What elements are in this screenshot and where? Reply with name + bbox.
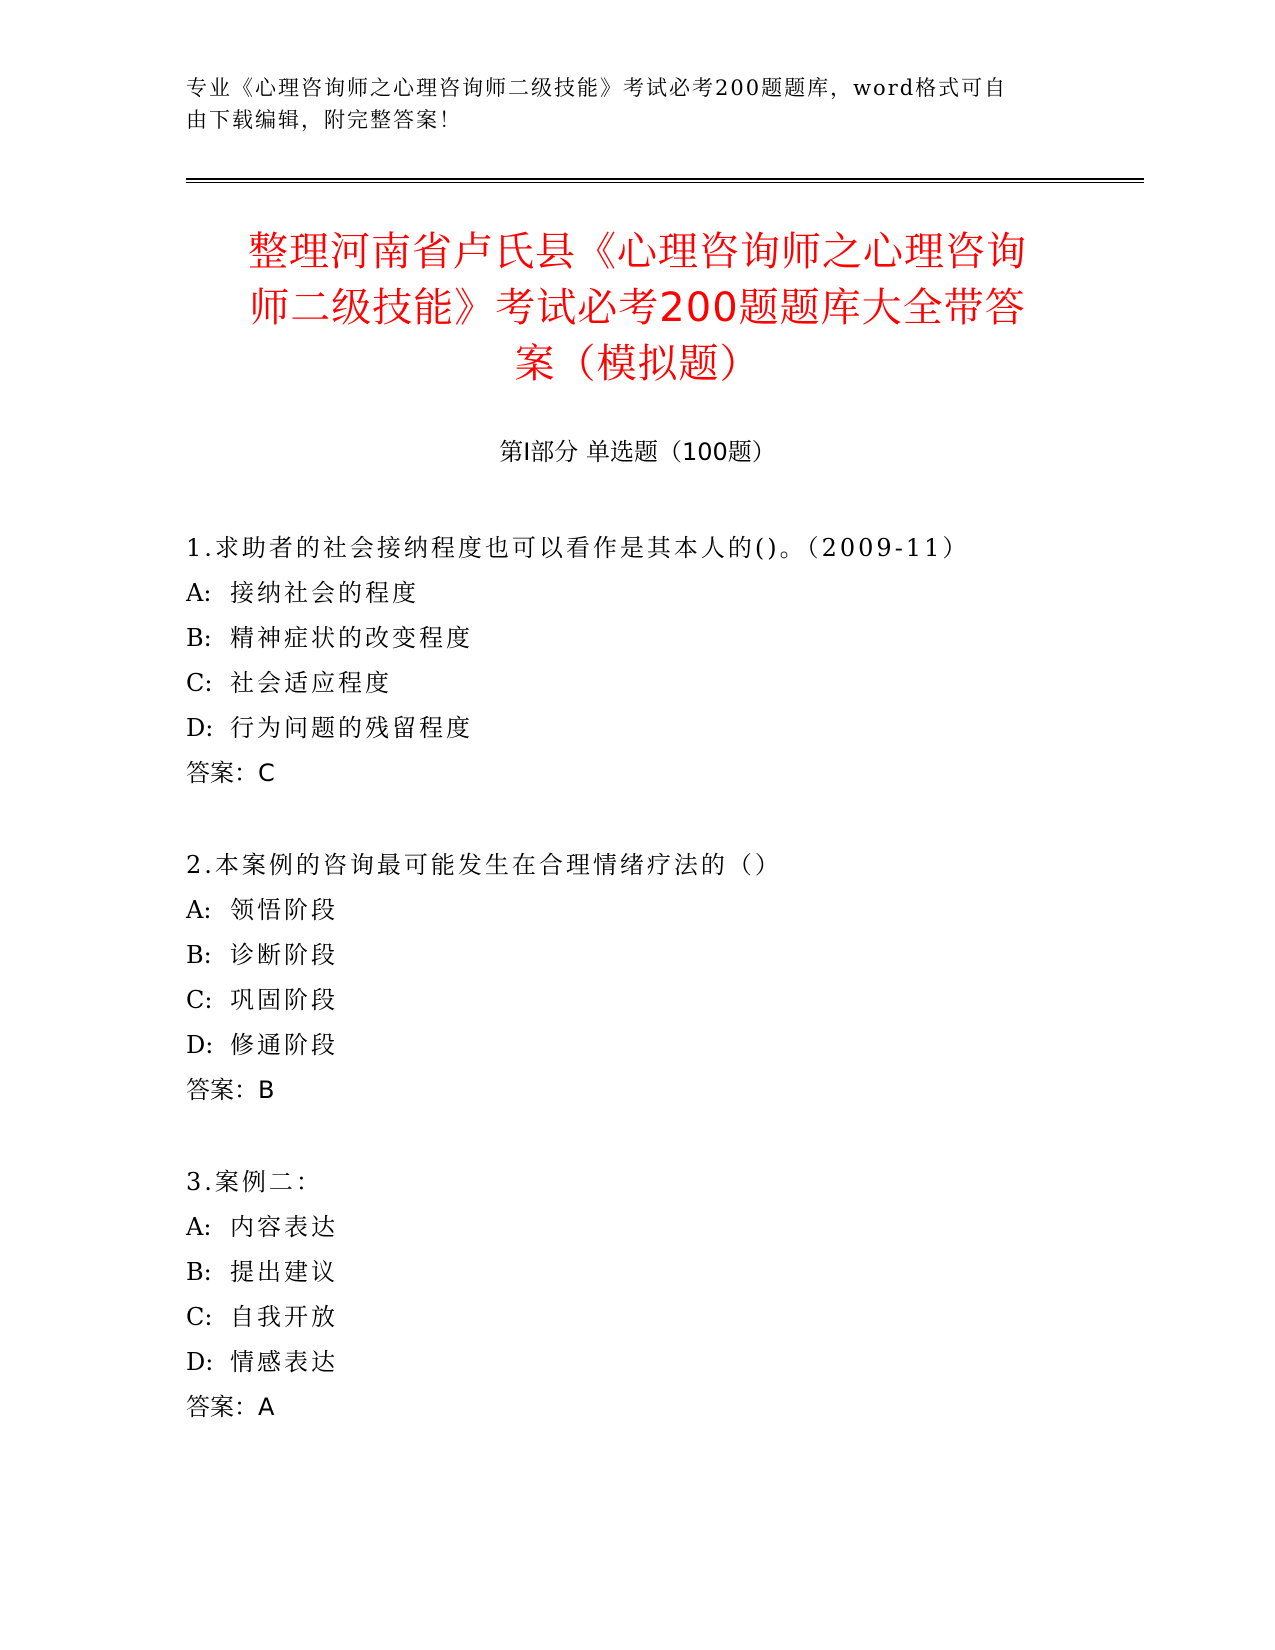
- option-text: 接纳社会的程度: [230, 579, 419, 607]
- answer-line: 答案：B: [186, 1076, 275, 1104]
- answer-line: 答案：C: [186, 759, 275, 787]
- option-text: 诊断阶段: [230, 941, 338, 969]
- option-c: [186, 978, 1086, 1023]
- option-text: 社会适应程度: [230, 669, 392, 697]
- intro-text: [186, 72, 1086, 136]
- question-1: [186, 526, 1086, 796]
- question-2: [186, 843, 1086, 1113]
- option-letter: B:: [186, 1258, 212, 1286]
- title-line-3: 案（模拟题）: [514, 341, 761, 387]
- question-stem: 3.案例二：: [186, 1168, 323, 1196]
- question-stem: 2.本案例的咨询最可能发生在合理情绪疗法的（）: [186, 851, 782, 879]
- option-text: 巩固阶段: [230, 986, 338, 1014]
- option-text: 内容表达: [230, 1213, 338, 1241]
- option-text: 领悟阶段: [230, 896, 338, 924]
- option-text: 情感表达: [230, 1348, 338, 1376]
- document-title: [150, 224, 1125, 392]
- option-letter: D:: [186, 714, 214, 742]
- option-b: [186, 616, 1086, 661]
- section-heading: 第Ⅰ部分 单选题（100题）: [499, 438, 776, 466]
- header-divider-thin: [186, 182, 1144, 183]
- option-b: [186, 1250, 1086, 1295]
- option-letter: C:: [186, 669, 213, 697]
- question-3: [186, 1160, 1086, 1430]
- option-c: [186, 1295, 1086, 1340]
- title-line-1: 整理河南省卢氏县《心理咨询师之心理咨询: [248, 229, 1027, 275]
- option-text: 修通阶段: [230, 1031, 338, 1059]
- option-a: [186, 571, 1086, 616]
- option-letter: C:: [186, 986, 213, 1014]
- option-letter: A:: [186, 1213, 212, 1241]
- option-text: 提出建议: [230, 1258, 338, 1286]
- option-letter: B:: [186, 941, 212, 969]
- option-b: [186, 933, 1086, 978]
- answer-line: 答案：A: [186, 1393, 275, 1421]
- option-letter: B:: [186, 624, 212, 652]
- option-d: [186, 1023, 1086, 1068]
- option-letter: A:: [186, 579, 212, 607]
- option-a: [186, 1205, 1086, 1250]
- option-text: 精神症状的改变程度: [230, 624, 473, 652]
- option-letter: D:: [186, 1348, 214, 1376]
- header-divider-thick: [186, 178, 1144, 180]
- option-text: 自我开放: [230, 1303, 338, 1331]
- option-letter: C:: [186, 1303, 213, 1331]
- question-stem: 1.求助者的社会接纳程度也可以看作是其本人的()。（2009-11）: [186, 534, 970, 562]
- option-d: [186, 706, 1086, 751]
- option-letter: A:: [186, 896, 212, 924]
- option-letter: D:: [186, 1031, 214, 1059]
- intro-line-1: 专业《心理咨询师之心理咨询师二级技能》考试必考200题题库，word格式可自: [186, 76, 1008, 100]
- option-c: [186, 661, 1086, 706]
- intro-line-2: 由下载编辑，附完整答案！: [186, 108, 462, 132]
- option-a: [186, 888, 1086, 933]
- question-list: [186, 526, 1086, 1477]
- option-d: [186, 1340, 1086, 1385]
- title-line-2: 师二级技能》考试必考200题题库大全带答: [249, 285, 1026, 331]
- option-text: 行为问题的残留程度: [230, 714, 473, 742]
